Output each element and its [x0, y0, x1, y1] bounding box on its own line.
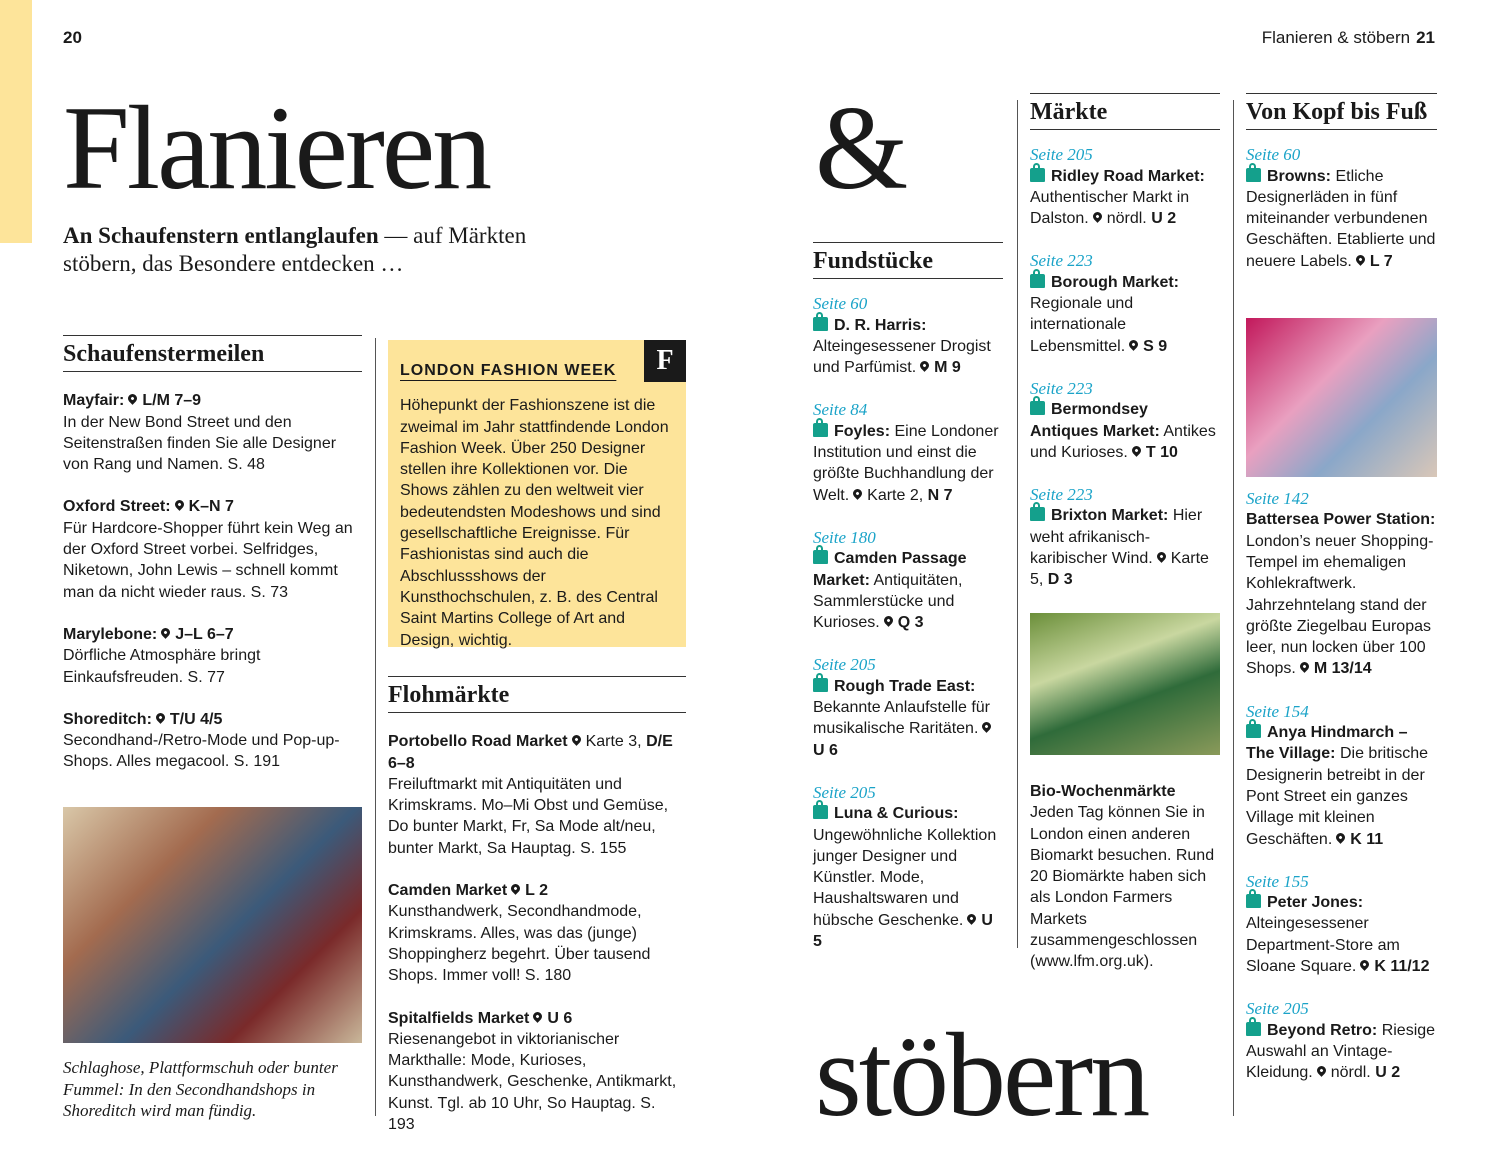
list-item — [388, 880, 686, 986]
fashion-badge: F — [644, 340, 686, 382]
shopping-bag-icon — [1030, 168, 1045, 182]
map-pin-icon — [159, 626, 172, 639]
map-pin-icon — [1334, 831, 1347, 844]
divider — [1233, 100, 1234, 1116]
kopf-column — [1246, 93, 1437, 1105]
shopping-bag-icon — [813, 423, 828, 437]
entry-text: Antiquitäten, Sammlerstücke und Kurioses. — [813, 571, 963, 632]
shopping-bag-icon — [813, 550, 828, 564]
shopping-bag-icon — [1030, 274, 1045, 288]
photo-fashion-store — [1246, 318, 1437, 477]
entry-location-prefix: Karte 3, — [585, 733, 642, 751]
entry-text: Regionale und internationale Lebensmittel. — [1030, 295, 1134, 355]
shopping-bag-icon — [813, 678, 828, 692]
entry-location: K–N 7 — [188, 498, 234, 516]
section-heading: Von Kopf bis Fuß — [1246, 93, 1437, 130]
title-stoebern: stöbern — [815, 1008, 1148, 1141]
entry-location: U 2 — [1151, 210, 1177, 228]
map-pin-icon — [1358, 958, 1371, 971]
shopping-bag-icon — [813, 317, 828, 331]
list-item — [63, 624, 362, 688]
shopping-bag-icon — [1246, 894, 1261, 908]
map-pin-icon — [532, 1010, 545, 1023]
section-heading: Flohmärkte — [388, 676, 686, 713]
entry-text: Ungewöhnliche Kollektion junger Designer und Künstler. Mode, Haushaltswaren und hübsche Geschenke. — [813, 826, 997, 929]
entry-name: Anya Hindmarch – The Village: — [1246, 724, 1408, 763]
entry-text: Alteingesessener Drogist und Parfümist. — [813, 337, 991, 377]
entry-name: Beyond Retro: — [1267, 1021, 1378, 1039]
section-heading: Schaufenstermeilen — [63, 335, 362, 372]
bio-block — [1030, 781, 1225, 973]
entry-location: L/M 7–9 — [142, 392, 202, 410]
entry-text: Etliche Designerläden in fünf miteinander verbundenen Geschäften. Etablierte und neuere Labels. — [1246, 167, 1436, 270]
divider — [375, 338, 376, 1116]
entry-name: Peter Jones: — [1267, 894, 1364, 912]
shopping-bag-icon — [1246, 1022, 1261, 1036]
list-item — [1030, 250, 1220, 356]
entry-text: Riesenangebot in viktorianischer Markthalle: Mode, Kurioses, Kunsthandwerk, Geschenke, Antikmarkt, Kunst. Tgl. ab 10 Uhr, So Hauptag. S. 193 — [388, 1030, 677, 1134]
shopping-bag-icon — [1030, 507, 1045, 521]
entry-text: Kunsthandwerk, Secondhandmode, Krimskrams. Alles, was das (junge) Shoppingherz begehrt. Über tausend Shops. Immer voll! S. 180 — [388, 903, 651, 985]
list-item — [813, 527, 1003, 633]
entry-text: Freiluftmarkt mit Antiquitäten und Krimskrams. Mo–Mi Obst und Gemüse, Do bunter Markt, Fr, Sa Mode alt/neu, bunter Markt, Sa Hauptag. S. 155 — [388, 775, 669, 857]
page-reference: Seite 223 — [1030, 378, 1093, 398]
map-pin-icon — [918, 359, 931, 372]
photo-bio-market — [1030, 613, 1220, 755]
list-item — [1246, 701, 1437, 850]
shopping-bag-icon — [1030, 401, 1045, 415]
list-item — [813, 399, 1003, 505]
shopping-bag-icon — [813, 805, 828, 819]
fundstuecke-column — [813, 242, 1003, 973]
entry-location: M 9 — [934, 359, 961, 377]
entry-location: N 7 — [927, 486, 953, 504]
list-item — [1030, 378, 1220, 463]
bio-title: Bio-Wochenmärkte — [1030, 783, 1176, 800]
entry-location: K 11/12 — [1374, 958, 1430, 976]
map-pin-icon — [509, 882, 522, 895]
page-reference: Seite 223 — [1030, 251, 1093, 271]
page-reference: Seite 84 — [813, 400, 868, 420]
entry-text: Hier weht afrikanisch-karibischer Wind. — [1030, 507, 1203, 568]
photo-caption: Schlaghose, Plattformschuh oder bunter Fummel: In den Secondhandshops in Shoreditch wird man fündig. — [63, 1058, 338, 1120]
running-head-text: Flanieren & stöbern — [1261, 28, 1411, 47]
map-pin-icon — [882, 614, 895, 627]
page-reference: Seite 205 — [1246, 999, 1309, 1019]
entry-text: Antikes und Kurioses. — [1030, 422, 1216, 461]
shopping-bag-icon — [1246, 168, 1261, 182]
entry-name: Battersea Power Station: — [1246, 511, 1436, 529]
entry-text: Die britische Designerin betreibt in der Pont Street ein ganzes Village mit kleinen Geschäften. — [1246, 745, 1428, 848]
entry-location-prefix: nördl. — [1330, 1064, 1371, 1082]
list-item — [1246, 998, 1437, 1083]
entry-location: D/E 6–8 — [388, 733, 673, 772]
list-item — [63, 709, 362, 773]
entry-name: Mayfair: — [63, 392, 125, 410]
map-pin-icon — [126, 392, 139, 405]
entry-location: L 2 — [525, 882, 548, 900]
schaufenster-column — [63, 335, 362, 794]
entry-location-prefix: nördl. — [1106, 210, 1147, 228]
map-pin-icon — [173, 499, 186, 512]
box-title: LONDON FASHION WEEK — [400, 362, 617, 379]
section-heading: Fundstücke — [813, 242, 1003, 279]
entry-location: T 10 — [1145, 443, 1178, 461]
chapter-color-tab — [0, 0, 32, 243]
entry-name: Shoreditch: — [63, 710, 152, 728]
entry-location: U 6 — [547, 1009, 573, 1027]
map-pin-icon — [965, 912, 978, 925]
entry-name: Foyles: — [834, 422, 891, 440]
entry-text: In der New Bond Street und den Seitenstraßen finden Sie alle Designer von Rang und Namen. S. 48 — [63, 413, 337, 474]
list-item — [1030, 484, 1220, 590]
entry-location: M 13/14 — [1313, 660, 1372, 678]
intro-bold: An Schaufenstern entlanglaufen — [63, 223, 379, 248]
map-pin-icon — [851, 487, 864, 500]
maerkte-column — [1030, 93, 1220, 612]
entry-location-prefix: Karte 2, — [867, 486, 924, 504]
section-heading: Märkte — [1030, 93, 1220, 130]
divider — [1017, 100, 1018, 948]
map-pin-icon — [981, 720, 994, 733]
entry-name: D. R. Harris: — [834, 316, 927, 334]
entry-location: D 3 — [1047, 571, 1073, 589]
entry-name: Camden Passage Market: — [813, 550, 967, 589]
entry-name: Bermondsey Antiques Market: — [1030, 401, 1160, 440]
entry-name: Portobello Road Market — [388, 733, 568, 751]
entry-name: Camden Market — [388, 882, 508, 900]
entry-name: Rough Trade East: — [834, 677, 976, 695]
map-pin-icon — [1130, 444, 1143, 457]
entry-name: Luna & Curious: — [834, 805, 959, 823]
entry-location: K 11 — [1350, 830, 1384, 848]
bio-text: Jeden Tag können Sie in London einen anderen Biomarkt besuchen. Rund 20 Biomärkte haben sich als London Farmers Markets zusammengeschlossen (www.lfm.org.uk). — [1030, 804, 1215, 971]
box-text: Höhepunkt der Fashionszene ist die zweimal im Jahr stattfindende London Fashion Week. Über 250 Designer stellen ihre Kollektionen vor. Die Shows zählen zu den weltweit vier bedeutendsten Modeshows und sind gesellschaftliche Ereignisse. Für Fashionistas sind auch die Abschlussshows der Kunsthochschulen, z. B. des Central Saint Martins College of Art and Design, wichtig. — [400, 397, 669, 649]
page-number-left: 20 — [63, 28, 82, 47]
shopping-bag-icon — [1246, 724, 1261, 738]
entry-text: Alteingesessener Department-Store am Sloane Square. — [1246, 915, 1400, 976]
entry-location: Q 3 — [897, 614, 924, 632]
entry-text: Authentischer Markt in Dalston. — [1030, 188, 1190, 228]
entry-location: T/U 4/5 — [169, 710, 223, 728]
list-item — [1246, 144, 1437, 272]
map-pin-icon — [1155, 550, 1168, 563]
entry-text: Dörfliche Atmosphäre bringt Einkaufsfreuden. S. 77 — [63, 647, 261, 686]
map-pin-icon — [570, 733, 583, 746]
page-number-right: 21 — [1416, 28, 1435, 47]
page-reference: Seite 205 — [813, 655, 876, 675]
page-reference: Seite 180 — [813, 527, 876, 547]
list-item — [813, 782, 1003, 952]
entry-text: London’s neuer Shopping-Tempel im ehemaligen Kohlekraftwerk. Jahrzehntelang stand der größte Ziegelbau Europas leer, nun locken über 100 Shops. — [1246, 532, 1434, 678]
map-pin-icon — [154, 711, 167, 724]
list-item — [388, 731, 686, 859]
map-pin-icon — [1315, 1064, 1328, 1077]
entry-name: Brixton Market: — [1051, 507, 1169, 525]
entry-location: U 6 — [813, 741, 838, 759]
page-reference: Seite 205 — [813, 782, 876, 802]
entry-name: Ridley Road Market: — [1051, 167, 1205, 185]
page-reference: Seite 142 — [1246, 489, 1309, 509]
list-item — [1246, 488, 1437, 680]
page-reference: Seite 154 — [1246, 701, 1309, 721]
entry-name: Borough Market: — [1051, 273, 1179, 291]
entry-location: J–L 6–7 — [175, 625, 234, 643]
entry-location: U 2 — [1375, 1064, 1401, 1082]
title-flanieren: Flanieren — [63, 81, 490, 214]
running-head — [1262, 28, 1435, 48]
entry-text: Riesige Auswahl an Vintage-Kleidung. — [1246, 1021, 1436, 1082]
list-item — [388, 1008, 686, 1136]
page-reference: Seite 155 — [1246, 871, 1309, 891]
list-item — [1030, 144, 1220, 229]
list-item — [813, 654, 1003, 760]
map-pin-icon — [1091, 210, 1104, 223]
entry-name: Oxford Street: — [63, 498, 171, 516]
intro-rest: — auf Märkten stöbern, das Besondere entdecken … — [63, 223, 527, 276]
map-pin-icon — [1354, 253, 1367, 266]
entry-location: L 7 — [1369, 252, 1393, 270]
page-reference: Seite 60 — [813, 294, 868, 314]
list-item — [1246, 871, 1437, 977]
intro-text — [63, 222, 603, 278]
entry-text: Secondhand-/Retro-Mode und Pop-up-Shops. Alles megacool. S. 191 — [63, 732, 340, 771]
flohmaerkte-column — [388, 676, 686, 1156]
list-item — [63, 496, 362, 602]
entry-text: Für Hardcore-Shopper führt kein Weg an der Oxford Street vorbei. Selfridges, Niketown, John Lewis – schnell kommt man da nicht wieder raus. S. 73 — [63, 519, 353, 601]
map-pin-icon — [1127, 338, 1140, 351]
fashion-week-box — [388, 340, 686, 647]
entry-location: S 9 — [1143, 337, 1168, 355]
page-reference: Seite 205 — [1030, 145, 1093, 165]
entry-location-prefix: Karte 5, — [1030, 550, 1209, 589]
photo-secondhand-shop — [63, 807, 362, 1043]
entry-location: U 5 — [813, 911, 993, 951]
title-ampersand: & — [815, 81, 906, 214]
page-reference: Seite 60 — [1246, 145, 1301, 165]
entry-name: Marylebone: — [63, 625, 158, 643]
map-pin-icon — [1298, 661, 1311, 674]
entry-name: Browns: — [1267, 167, 1331, 185]
entry-name: Spitalfields Market — [388, 1009, 530, 1027]
page-reference: Seite 223 — [1030, 485, 1093, 505]
entry-text: Eine Londoner Institution und einst die größte Buchhandlung der Welt. — [813, 422, 999, 504]
list-item — [63, 390, 362, 475]
list-item — [813, 293, 1003, 378]
entry-text: Bekannte Anlaufstelle für musikalische Raritäten. — [813, 699, 991, 738]
